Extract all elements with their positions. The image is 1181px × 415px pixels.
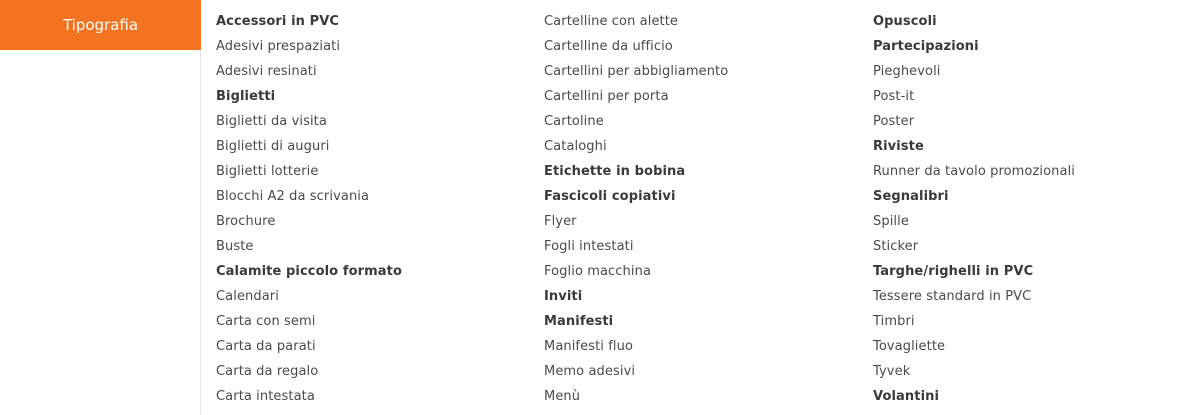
menu-link[interactable]: Adesivi resinati <box>216 64 317 79</box>
menu-link[interactable]: Manifesti fluo <box>544 339 634 354</box>
menu-link[interactable]: Cataloghi <box>544 139 607 154</box>
menu-link[interactable]: Timbri <box>873 314 915 329</box>
menu-link[interactable]: Biglietti lotterie <box>216 164 319 179</box>
menu-link[interactable]: Fogli intestati <box>544 239 634 254</box>
menu-link[interactable]: Foglio macchina <box>544 264 652 279</box>
menu-link[interactable]: Fascicoli copiativi <box>544 189 676 204</box>
menu-column-1 <box>216 9 402 409</box>
menu-link[interactable]: Carta con semi <box>216 314 316 329</box>
menu-link[interactable]: Cartellini per porta <box>544 89 669 104</box>
menu-link[interactable]: Biglietti di auguri <box>216 139 330 154</box>
menu-link[interactable]: Buste <box>216 239 254 254</box>
menu-link[interactable]: Spille <box>873 214 909 229</box>
menu-link[interactable]: Cartoline <box>544 114 604 129</box>
menu-link[interactable]: Adesivi prespaziati <box>216 39 341 54</box>
menu-link[interactable]: Partecipazioni <box>873 39 979 54</box>
menu-link[interactable]: Calamite piccolo formato <box>216 264 402 279</box>
menu-link[interactable]: Tyvek <box>873 364 911 379</box>
menu-link[interactable]: Targhe/righelli in PVC <box>873 264 1034 279</box>
sidebar-tab-tipografia[interactable]: Tipografia <box>0 0 201 50</box>
menu-link[interactable]: Flyer <box>544 214 577 229</box>
menu-link[interactable]: Menù <box>544 389 581 404</box>
menu-link[interactable]: Etichette in bobina <box>544 164 686 179</box>
menu-link[interactable]: Biglietti da visita <box>216 114 327 129</box>
menu-link[interactable]: Tessere standard in PVC <box>873 289 1032 304</box>
menu-link[interactable]: Opuscoli <box>873 14 937 29</box>
menu-link[interactable]: Cartelline con alette <box>544 14 679 29</box>
menu-link[interactable]: Cartellini per abbigliamento <box>544 64 729 79</box>
menu-link[interactable]: Segnalibri <box>873 189 949 204</box>
menu-link[interactable]: Calendari <box>216 289 279 304</box>
category-sidebar <box>0 0 201 415</box>
menu-link[interactable]: Manifesti <box>544 314 614 329</box>
menu-link[interactable]: Riviste <box>873 139 924 154</box>
menu-link[interactable]: Cartelline da ufficio <box>544 39 673 54</box>
menu-link[interactable]: Runner da tavolo promozionali <box>873 164 1076 179</box>
menu-link[interactable]: Memo adesivi <box>544 364 636 379</box>
menu-link[interactable]: Carta da regalo <box>216 364 319 379</box>
menu-link[interactable]: Pieghevoli <box>873 64 941 79</box>
menu-link[interactable]: Biglietti <box>216 89 276 104</box>
menu-link[interactable]: Carta da parati <box>216 339 316 354</box>
menu-column-3 <box>873 9 1075 409</box>
menu-link[interactable]: Post-it <box>873 89 915 104</box>
menu-link[interactable]: Inviti <box>544 289 583 304</box>
menu-link[interactable]: Carta intestata <box>216 389 315 404</box>
menu-column-2 <box>544 9 728 409</box>
menu-link[interactable]: Accessori in PVC <box>216 14 340 29</box>
menu-link[interactable]: Poster <box>873 114 915 129</box>
menu-link[interactable]: Sticker <box>873 239 919 254</box>
menu-link[interactable]: Blocchi A2 da scrivania <box>216 189 370 204</box>
menu-link[interactable]: Tovagliette <box>873 339 946 354</box>
menu-link[interactable]: Brochure <box>216 214 276 229</box>
menu-link[interactable]: Volantini <box>873 389 940 404</box>
